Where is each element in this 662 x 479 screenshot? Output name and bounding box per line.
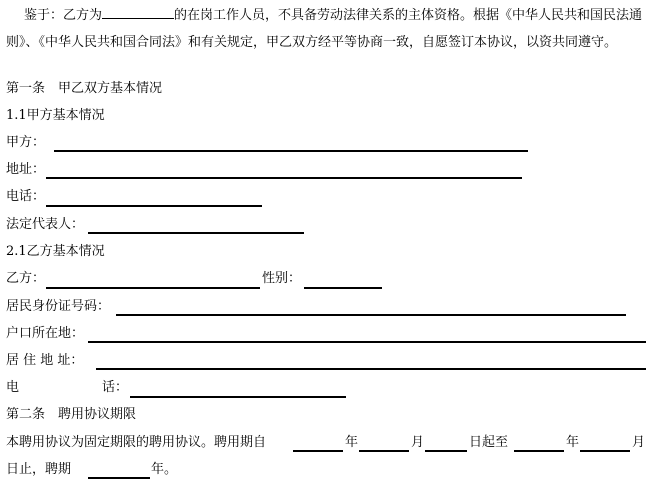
phone-b-label-2: 话：: [102, 380, 129, 395]
phone-b-blank: [130, 396, 346, 398]
id-number-label: 居民身份证号码：: [6, 299, 111, 314]
start-day-blank: [425, 450, 467, 452]
residence-label: 居 住 地 址：: [6, 353, 84, 368]
section-2-1-title: 2.1乙方基本情况: [6, 244, 105, 259]
intro-text-1: 鉴于：乙方为: [24, 8, 103, 23]
end-year-blank: [514, 450, 564, 452]
legal-rep-label: 法定代表人：: [6, 217, 85, 232]
end-month-blank: [580, 450, 630, 452]
address-label: 地址：: [6, 162, 46, 177]
gender-blank: [304, 287, 382, 289]
term-year2-label: 年: [566, 435, 580, 450]
party-b-blank: [46, 287, 260, 289]
start-year-blank: [293, 450, 343, 452]
term-text-3: 年。: [151, 462, 178, 477]
term-text-1: 本聘用协议为固定期限的聘用协议。聘用期自: [6, 435, 267, 450]
id-number-blank: [116, 314, 626, 316]
party-a-label: 甲方：: [6, 135, 46, 150]
term-month2-label: 月: [632, 435, 646, 450]
address-blank: [46, 177, 522, 179]
start-month-blank: [359, 450, 409, 452]
hukou-blank: [88, 341, 646, 343]
intro-text-2: 的在岗工作人员，不具备劳动法律关系的主体资格。根据《中华人民共和国民法通则》、《中华人民共和国合同法》和有关规定，甲乙双方经平等协商一致，自愿签订本协议，以资共同遵守。: [6, 8, 643, 50]
term-year-label: 年: [345, 435, 359, 450]
article1-title: 第一条 甲乙双方基本情况: [6, 81, 163, 96]
legal-rep-blank: [88, 232, 304, 234]
term-text-2: 日止，聘期: [6, 462, 72, 477]
phone-a-label: 电话：: [6, 189, 46, 204]
party-b-label: 乙方：: [6, 271, 46, 286]
party-a-blank: [54, 150, 528, 152]
intro-paragraph: [6, 2, 656, 56]
term-day-to-label: 日起至: [469, 435, 509, 450]
article2-title: 第二条 聘用协议期限: [6, 407, 137, 422]
hukou-label: 户口所在地：: [6, 326, 85, 341]
residence-blank: [96, 368, 646, 370]
phone-b-label-1: 电: [6, 380, 20, 395]
section-1-1-title: 1.1甲方基本情况: [6, 108, 105, 123]
intro-blank-unit: [102, 6, 174, 19]
term-month-label: 月: [411, 435, 425, 450]
gender-label: 性别：: [262, 271, 302, 286]
phone-a-blank: [46, 205, 262, 207]
